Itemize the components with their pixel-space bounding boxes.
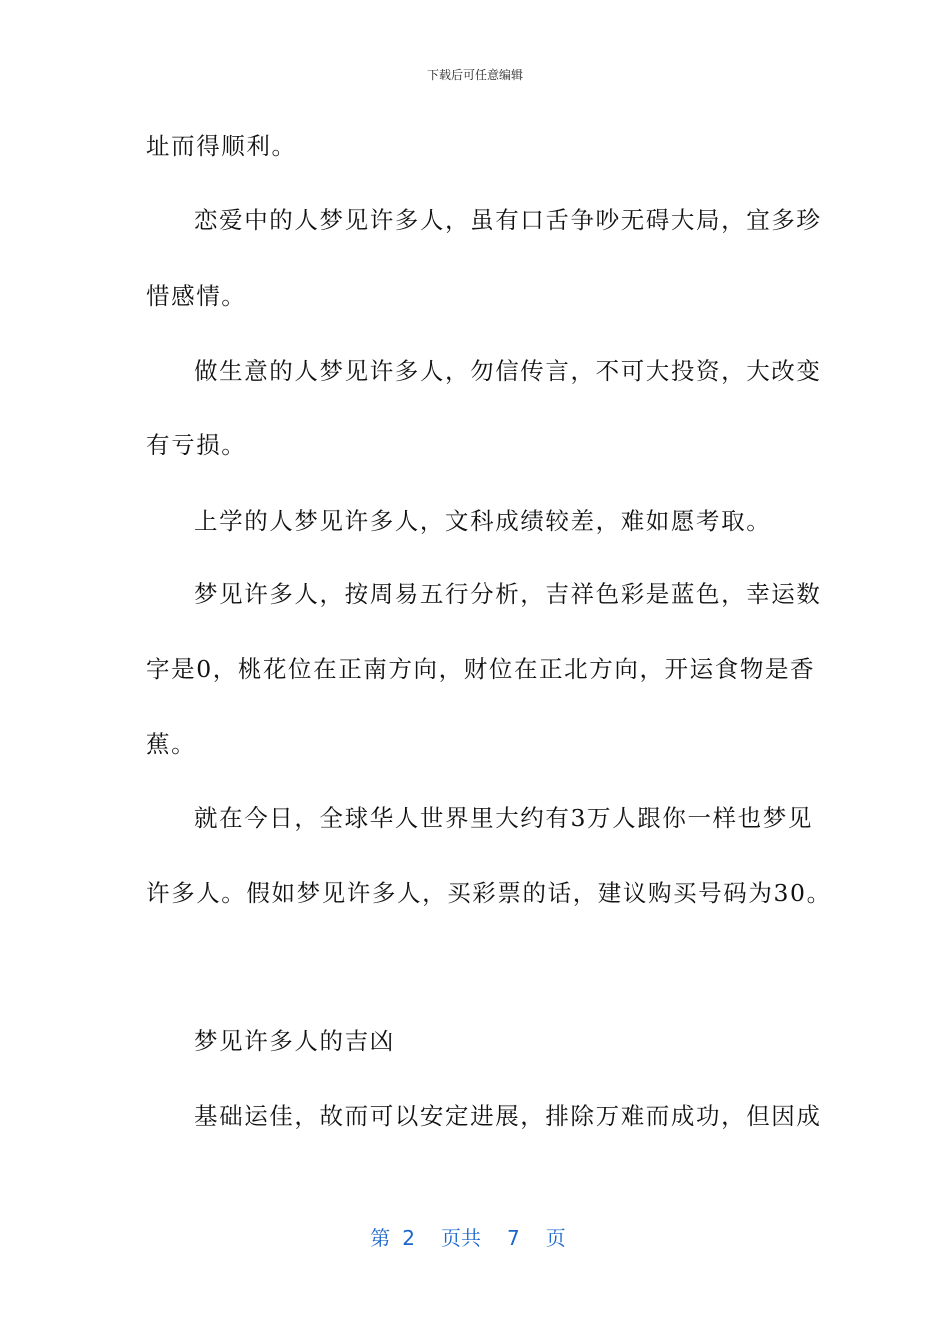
paragraph-start-line: 就在今日，全球华人世界里大约有3万人跟你一样也梦见 (194, 804, 813, 832)
paragraph-start-line: 梦见许多人，按周易五行分析，吉祥色彩是蓝色，幸运数 (194, 580, 822, 608)
page-number-footer (0, 1224, 950, 1252)
section-heading: 梦见许多人的吉凶 (194, 1027, 395, 1055)
footer-label-total: 页共 (441, 1226, 481, 1250)
text-line: 有亏损。 (146, 431, 247, 459)
footer-label-end: 页 (545, 1226, 566, 1250)
paragraph-start-line: 恋爱中的人梦见许多人，虽有口舌争吵无碍大局，宜多珍 (194, 206, 822, 234)
text-line: 许多人。假如梦见许多人，买彩票的话，建议购买号码为30。 (146, 879, 832, 907)
paragraph-start-line: 基础运佳，故而可以安定进展，排除万难而成功，但因成 (194, 1102, 822, 1130)
footer-label-page: 第 (370, 1226, 391, 1250)
footer-current-page: 2 (402, 1226, 415, 1250)
footer-total-pages: 7 (507, 1226, 520, 1250)
paragraph-start-line: 上学的人梦见许多人，文科成绩较差，难如愿考取。 (194, 507, 772, 535)
page-header-note: 下载后可任意编辑 (426, 68, 523, 82)
text-line: 蕉。 (146, 730, 197, 758)
text-line: 惜感情。 (146, 282, 247, 310)
text-line: 址而得顺利。 (146, 132, 297, 160)
text-line: 字是0，桃花位在正南方向，财位在正北方向，开运食物是香 (146, 655, 816, 683)
paragraph-start-line: 做生意的人梦见许多人，勿信传言，不可大投资，大改变 (194, 357, 822, 385)
